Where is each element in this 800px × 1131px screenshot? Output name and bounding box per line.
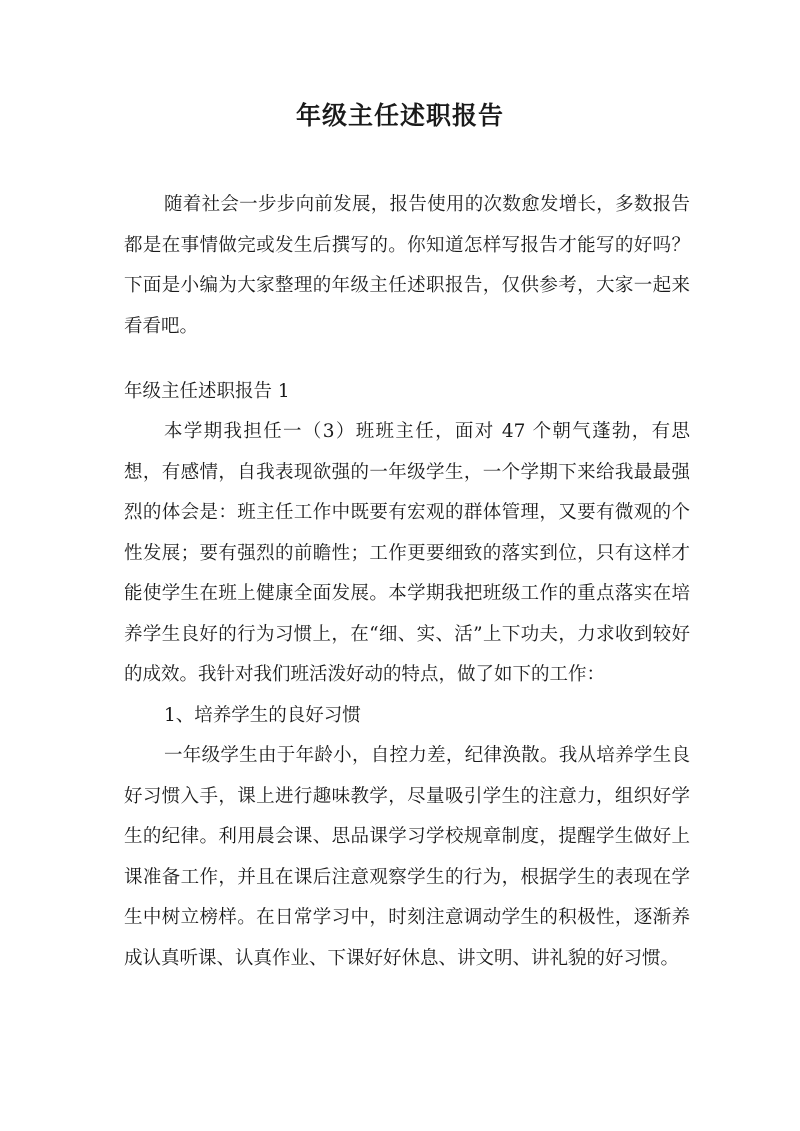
document-title: 年级主任述职报告 — [295, 101, 504, 130]
main-content — [124, 412, 690, 979]
paragraph-1: 本学期我担任一（3）班班主任，面对 47 个朝气蓬勃，有思想，有感情，自我表现欲强的一年级学生，一个学期下来给我最最强烈的体会是：班主任工作中既要有宏观的群体管理，又要有微观的个性发展；要有强烈的前瞻性；工作更要细致的落实到位，只有这样才能使学生在班上健康全面发展。本学期我把班级工作的重点落实在培养学生良好的行为习惯上，在“细、实、活”上下功夫，力求收到较好的成效。我针对我们班活泼好动的特点，做了如下的工作： — [124, 421, 690, 685]
intro-text: 随着社会一步步向前发展，报告使用的次数愈发增长，多数报告都是在事情做完或发生后撰写的。你知道怎样写报告才能写的好吗？下面是小编为大家整理的年级主任述职报告，仅供参考，大家一起来看看吧。 — [124, 194, 690, 337]
paragraph-2: 一年级学生由于年龄小，自控力差，纪律涣散。我从培养学生良好习惯入手，课上进行趣味教学，尽量吸引学生的注意力，组织好学生的纪律。利用晨会课、思品课学习学校规章制度，提醒学生做好上课准备工作，并且在课后注意观察学生的行为，根据学生的表现在学生中树立榜样。在日常学习中，时刻注意调动学生的积极性，逐渐养成认真听课、认真作业、下课好好休息、讲文明、讲礼貌的好习惯。 — [124, 745, 690, 969]
item-1-heading: 1、培养学生的良好习惯 — [164, 704, 361, 726]
section-heading: 年级主任述职报告 1 — [124, 381, 290, 402]
section-heading-block — [124, 372, 690, 413]
intro-paragraph — [124, 185, 690, 347]
